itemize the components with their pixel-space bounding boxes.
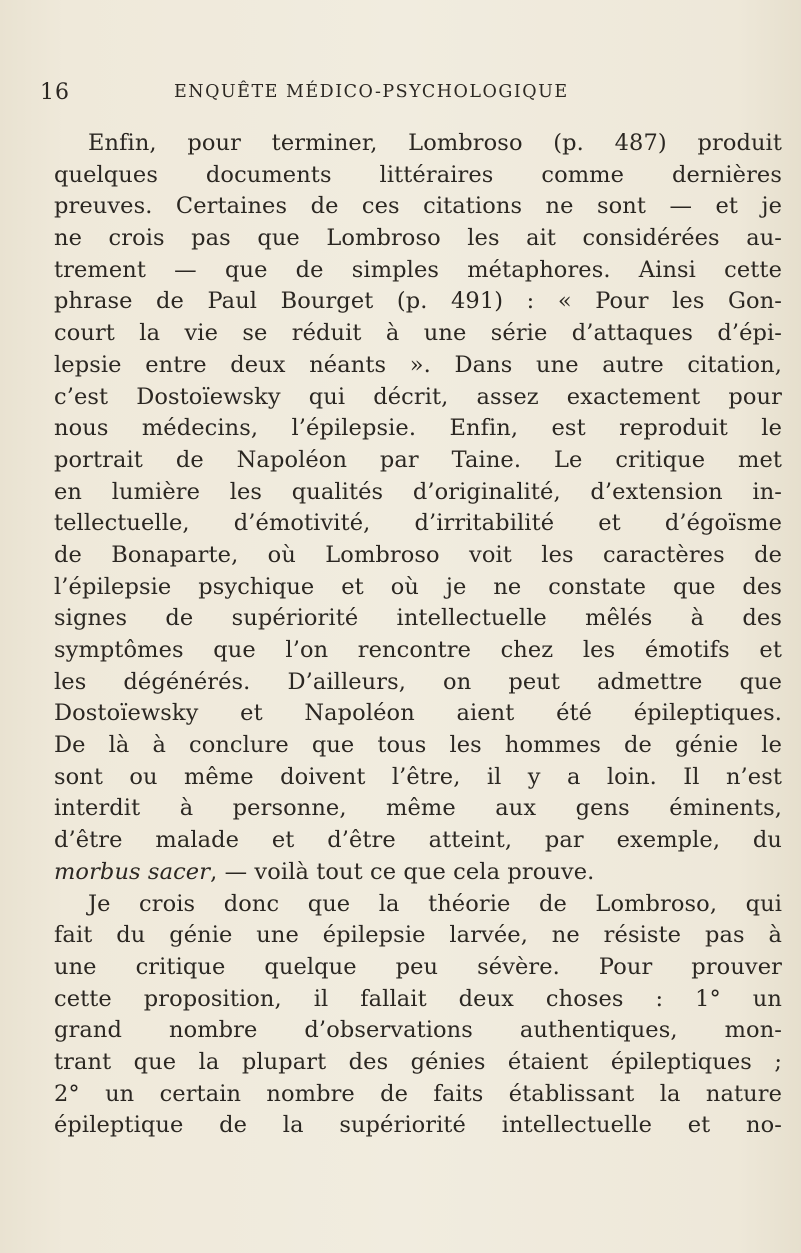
text-line: [54, 857, 782, 889]
text-line: portrait de Napoléon par Taine. Le critique met: [54, 446, 782, 473]
text-line: c’est Dostoïewsky qui décrit, assez exactement pour: [54, 383, 782, 410]
text-line: court la vie se réduit à une série d’attaques d’épi-: [54, 320, 782, 347]
text-line: de Bonaparte, où Lombroso voit les caractères de: [54, 541, 782, 568]
text-line: en lumière les qualités d’originalité, d’extension in-: [54, 478, 782, 505]
running-head: ENQUÊTE MÉDICO-PSYCHOLOGIQUE: [174, 82, 569, 102]
text-line: lepsie entre deux néants ». Dans une autre citation,: [54, 351, 782, 378]
body-text: [54, 128, 782, 1142]
page-header: [40, 80, 760, 110]
text-line: 2° un certain nombre de faits établissant la nature: [54, 1080, 782, 1107]
text-line: trant que la plupart des génies étaient épileptiques ;: [54, 1048, 782, 1075]
text-line: ne crois pas que Lombroso les ait considérées au-: [54, 225, 782, 252]
text-line: Enfin, pour terminer, Lombroso (p. 487) produit: [88, 130, 782, 156]
text-line: l’épilepsie psychique et où je ne constate que des: [54, 573, 782, 600]
text-line: tellectuelle, d’émotivité, d’irritabilité et d’égoïsme: [54, 510, 782, 537]
text-line: cette proposition, il fallait deux choses : 1° un: [54, 985, 782, 1012]
text-line: trement — que de simples métaphores. Ainsi cette: [54, 256, 782, 283]
italic-phrase: morbus sacer: [54, 858, 211, 885]
text-line: quelques documents littéraires comme dernières: [54, 161, 782, 188]
text-line: De là à conclure que tous les hommes de génie le: [54, 732, 782, 759]
text-line: une critique quelque peu sévère. Pour prouver: [54, 953, 782, 980]
text-line: épileptique de la supériorité intellectuelle et no-: [54, 1112, 782, 1139]
text-line: Je crois donc que la théorie de Lombroso, qui: [88, 890, 782, 917]
page-number: 16: [40, 80, 70, 105]
text-line: grand nombre d’observations authentiques, mon-: [54, 1017, 782, 1044]
text-line: les dégénérés. D’ailleurs, on peut admettre que: [54, 668, 782, 695]
text-line-rest: , — voilà tout ce que cela prouve.: [210, 858, 595, 885]
text-line: sont ou même doivent l’être, il y a loin. Il n’est: [54, 763, 782, 790]
text-line: interdit à personne, même aux gens éminents,: [54, 795, 782, 822]
text-line: Dostoïewsky et Napoléon aient été épileptiques.: [54, 700, 782, 727]
text-line: signes de supériorité intellectuelle mêlés à des: [54, 605, 782, 632]
text-line: d’être malade et d’être atteint, par exemple, du: [54, 827, 782, 854]
text-line: fait du génie une épilepsie larvée, ne résiste pas à: [54, 922, 782, 949]
text-line: phrase de Paul Bourget (p. 491) : « Pour les Gon-: [54, 288, 782, 315]
text-line: preuves. Certaines de ces citations ne sont — et je: [54, 193, 782, 220]
text-line: nous médecins, l’épilepsie. Enfin, est reproduit le: [54, 415, 782, 442]
text-line: symptômes que l’on rencontre chez les émotifs et: [54, 637, 782, 663]
